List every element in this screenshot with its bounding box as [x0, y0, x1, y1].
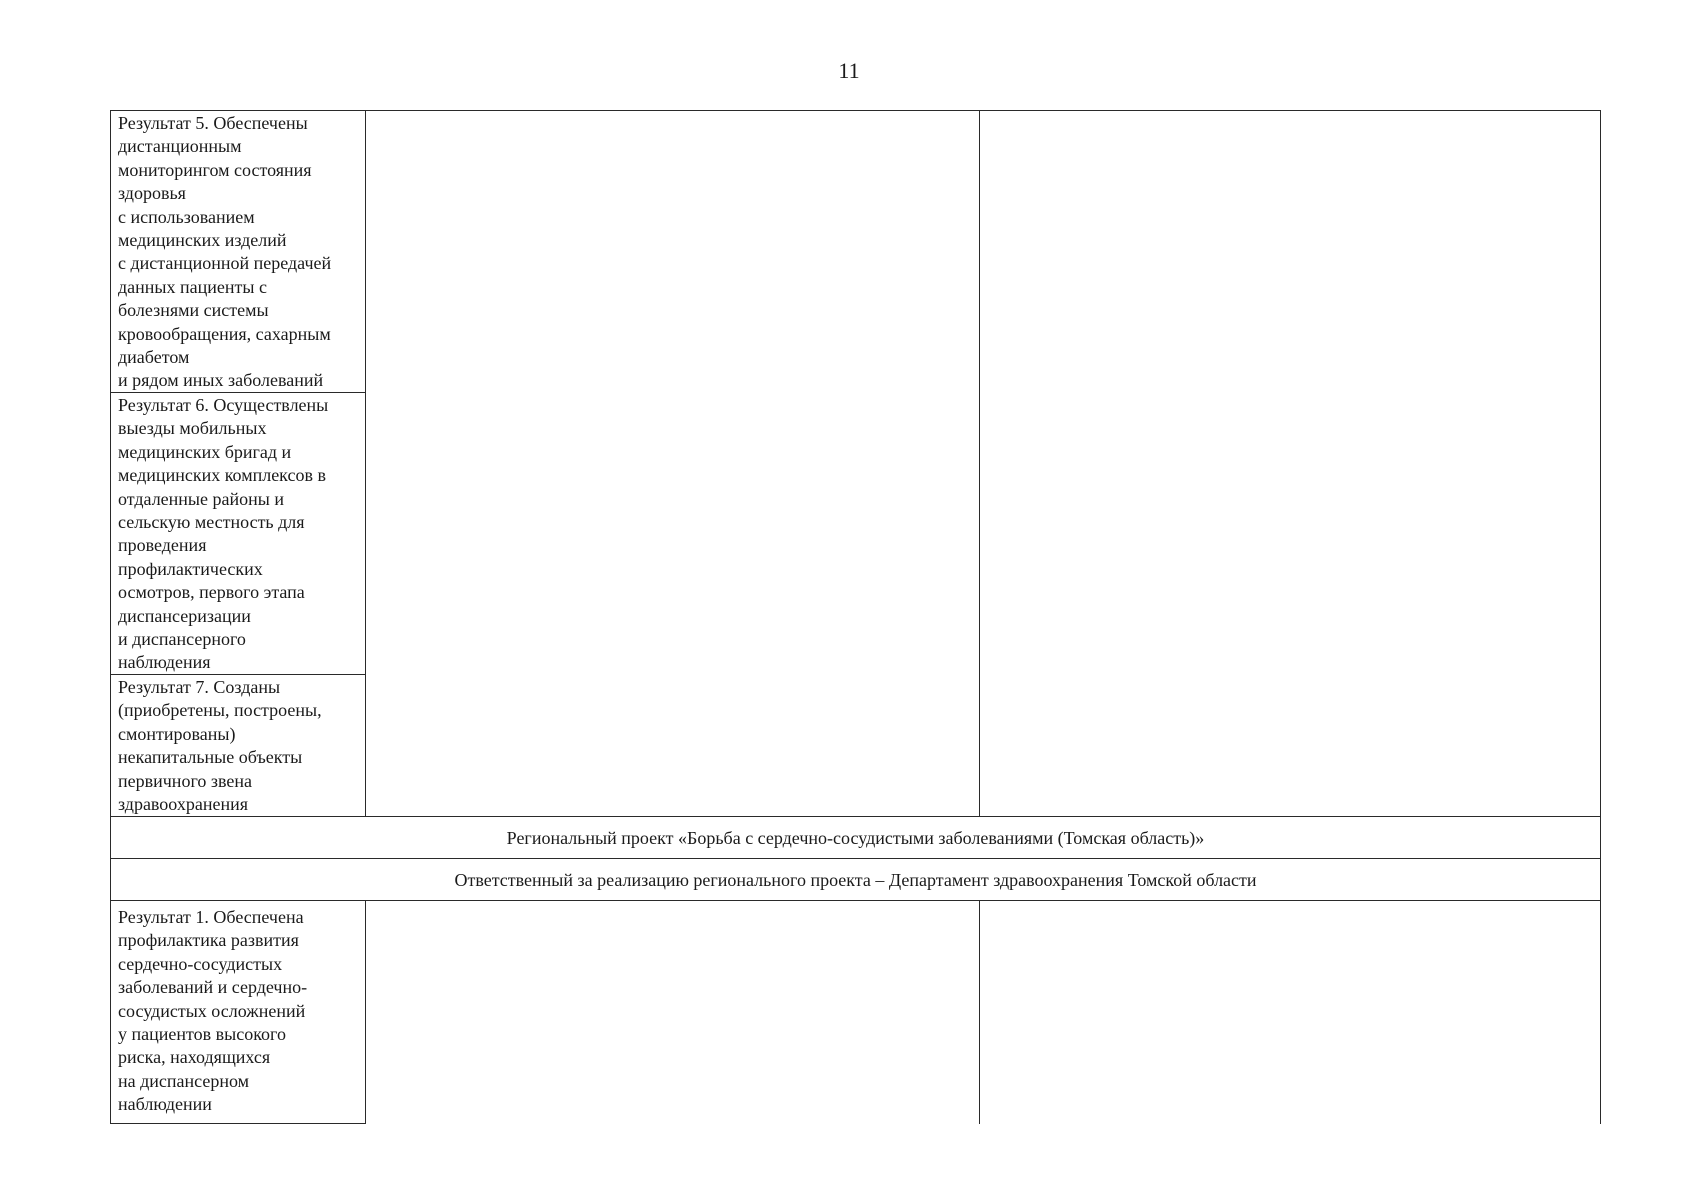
bottom-right-column-cell	[979, 900, 1601, 1124]
bottom-middle-column-cell	[365, 900, 980, 1124]
result-5-text: Результат 5. Обеспечены дистанционным мониторингом состояния здоровья с использованием медицинских изделий с дистанционной передачей данных пациенты с болезнями системы кровообращения, сахарным диабетом и рядом иных заболеваний	[118, 113, 332, 391]
result-1-text: Результат 1. Обеспечена профилактика развития сердечно-сосудистых заболеваний и сердечно- сосудистых осложнений у пациентов высокого риска, находящихся на диспансерном наблюдении	[118, 907, 308, 1115]
responsible-text: Ответственный за реализацию регионального проекта – Департамент здравоохранения Томской области	[454, 869, 1257, 890]
responsible-banner	[110, 858, 1601, 901]
top-right-column-cell	[979, 110, 1601, 817]
result-7-text: Результат 7. Созданы (приобретены, построены, смонтированы) некапитальные объекты первичного звена здравоохранения	[118, 677, 322, 815]
top-middle-column-cell	[365, 110, 980, 817]
result-6-text: Результат 6. Осуществлены выезды мобильных медицинских бригад и медицинских комплексов в отдаленные районы и сельскую местность для проведения профилактических осмотров, первого этапа диспансеризации и диспансерного наблюдения	[118, 395, 329, 673]
regional-project-banner	[110, 816, 1601, 859]
page-number: 11	[838, 58, 860, 83]
regional-project-title: Региональный проект «Борьба с сердечно-сосудистыми заболеваниями (Томская область)»	[506, 827, 1205, 848]
